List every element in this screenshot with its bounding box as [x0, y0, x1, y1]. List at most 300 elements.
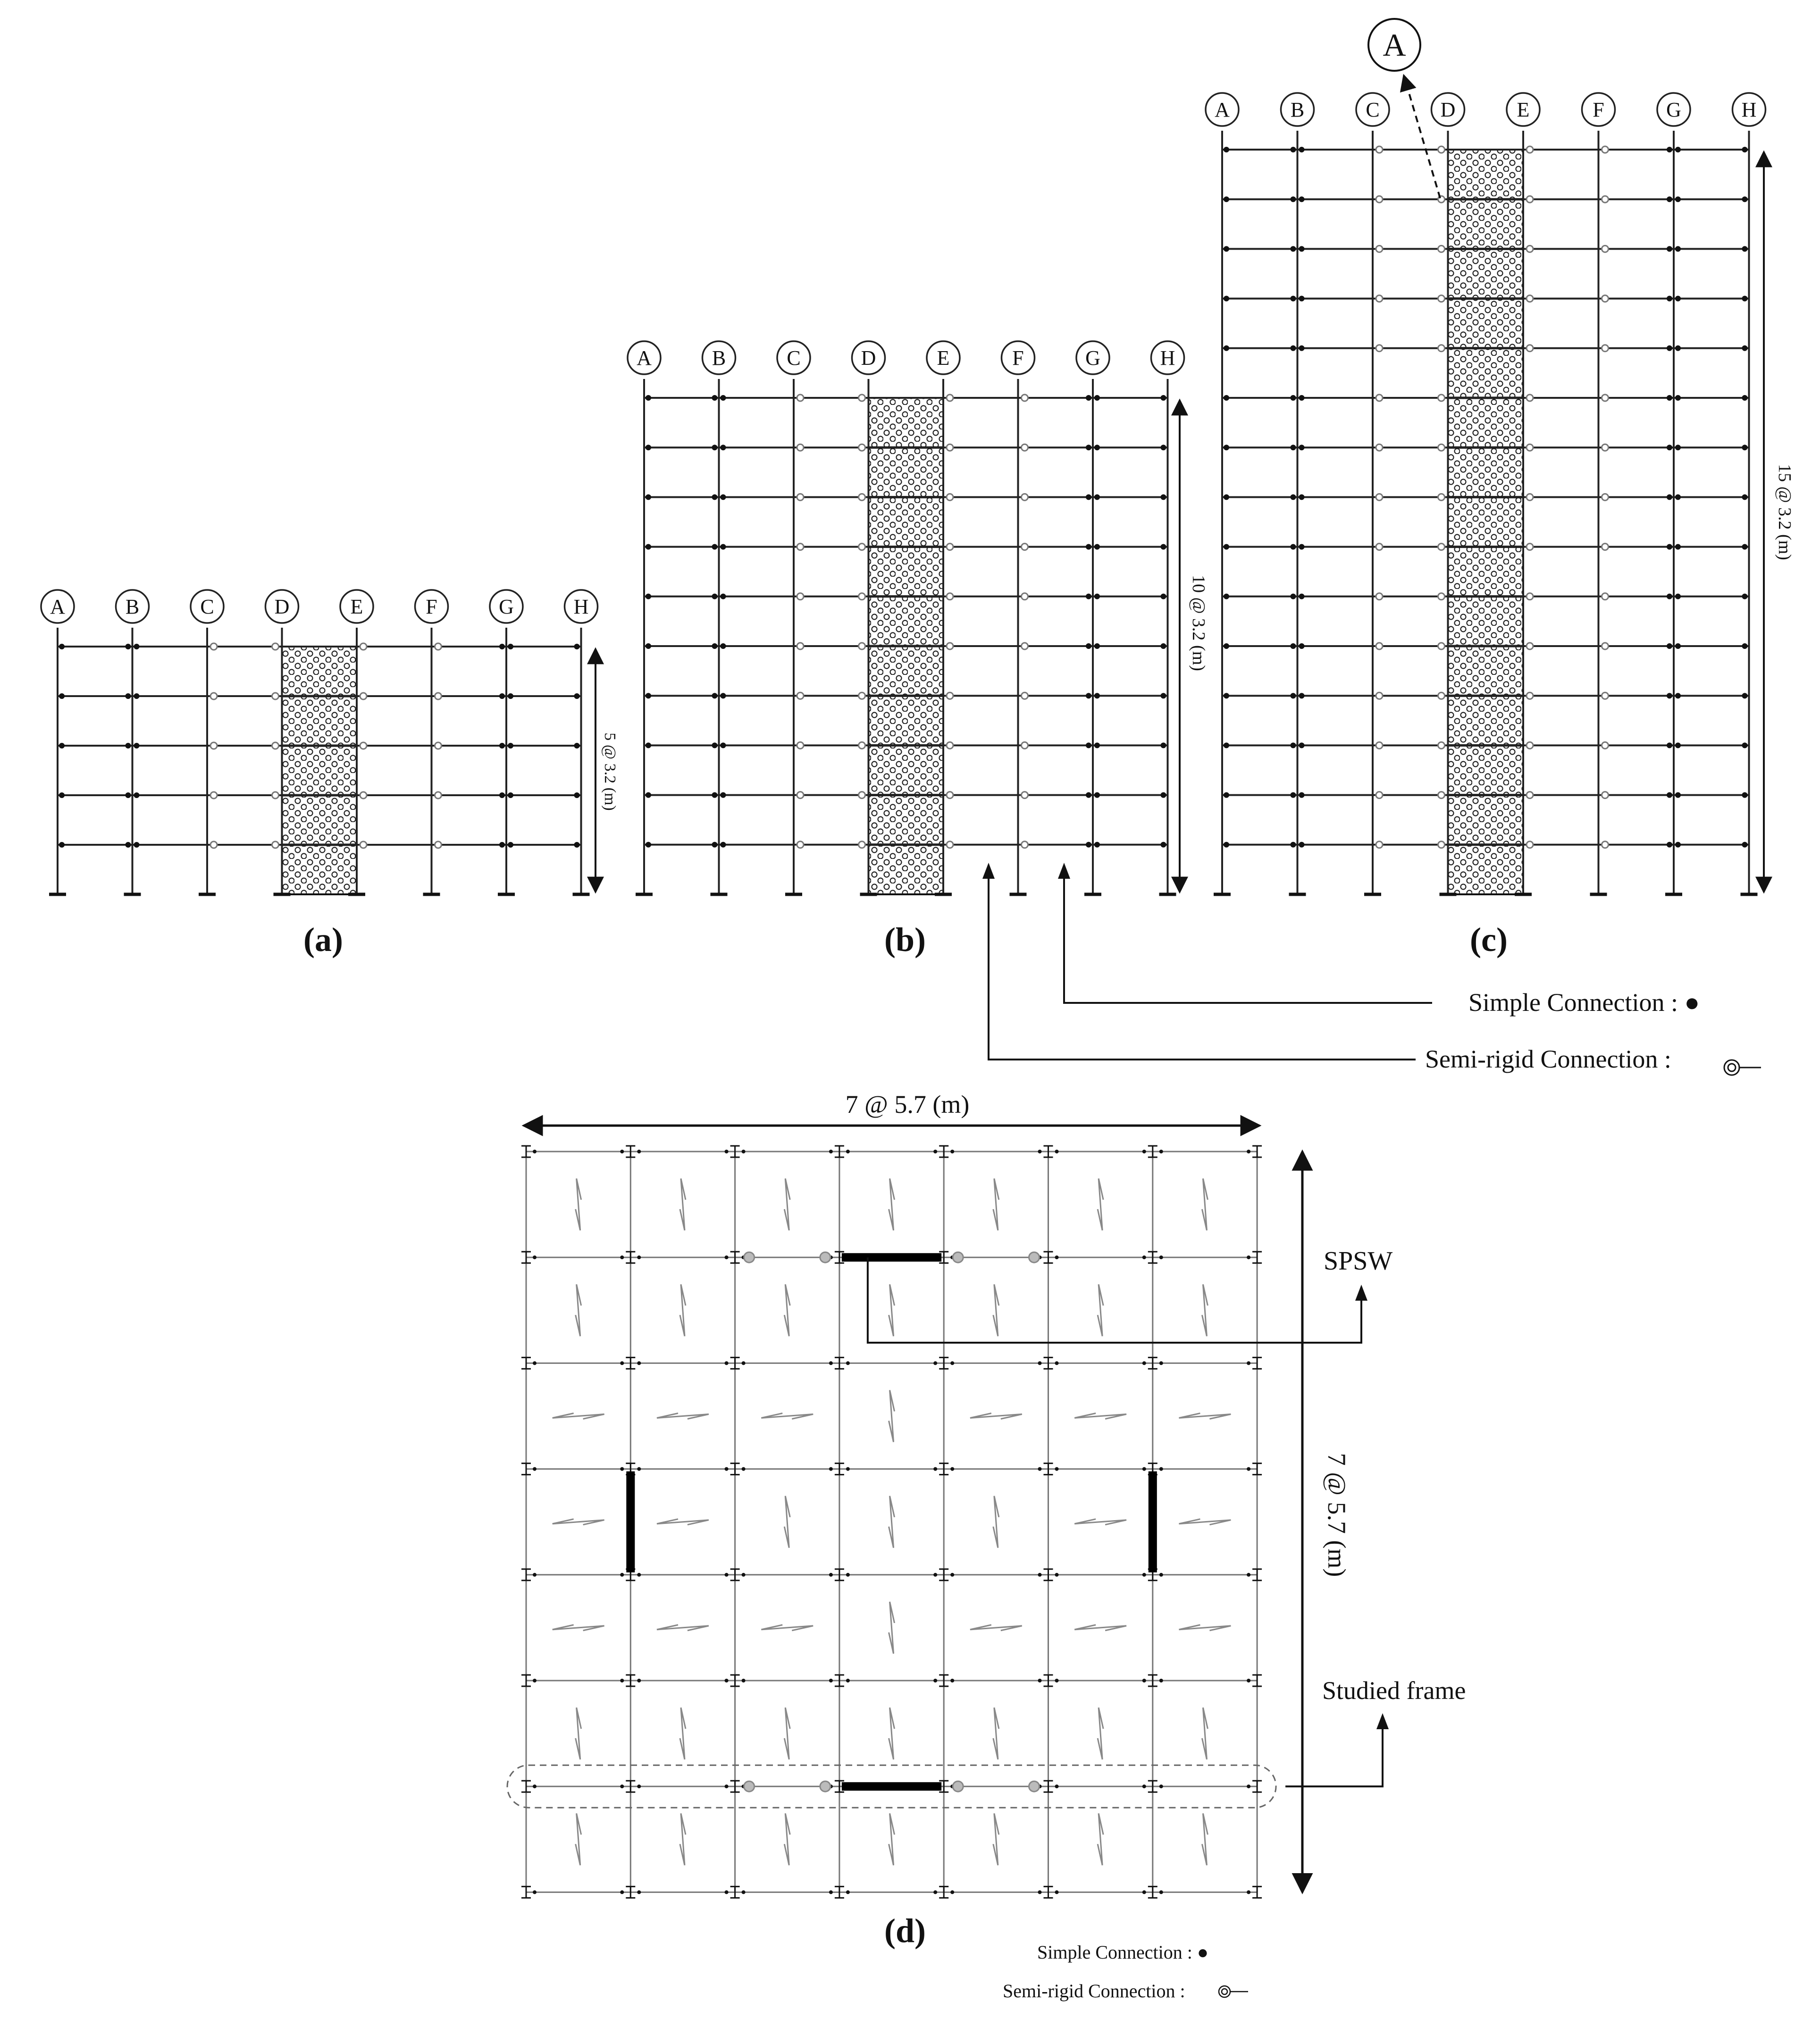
simple-connection: [1667, 544, 1672, 550]
semi-rigid-connection: [1376, 792, 1383, 799]
simple-connection: [1291, 494, 1296, 500]
simple-connection: [508, 644, 513, 649]
plan-semi-rigid-connection: [953, 1781, 963, 1791]
simple-connection: [1675, 147, 1681, 152]
semi-rigid-connection: [1526, 544, 1533, 550]
plan-simple-connection: [950, 1361, 954, 1365]
simple-connection: [1094, 494, 1100, 500]
simple-connection: [499, 644, 505, 649]
plan-simple-connection: [1142, 1784, 1146, 1788]
grid-axis-label: D: [1440, 98, 1456, 121]
simple-connection: [721, 842, 726, 848]
plan-simple-connection: [533, 1150, 537, 1153]
semi-rigid-connection: [1376, 692, 1383, 699]
simple-connection: [1086, 643, 1091, 649]
simple-connection: [1224, 445, 1229, 450]
plan-simple-connection: [533, 1784, 537, 1788]
simple-connection: [1224, 147, 1229, 152]
plan-simple-connection: [725, 1150, 729, 1153]
simple-connection: [646, 594, 651, 599]
simple-connection: [1667, 643, 1672, 649]
simple-connection: [712, 594, 718, 599]
simple-connection: [508, 743, 513, 749]
grid-axis-label: F: [426, 595, 437, 618]
semi-rigid-connection: [947, 792, 953, 799]
slab-span-direction-icon: [1179, 1519, 1231, 1525]
plan-simple-connection: [933, 1361, 937, 1365]
plan-simple-connection: [1247, 1784, 1250, 1788]
plan-simple-connection: [1055, 1573, 1059, 1577]
plan-simple-connection: [846, 1150, 850, 1153]
frame-height-label-c: 15 @ 3.2 (m): [1775, 464, 1795, 560]
grid-axis-label: B: [1290, 98, 1305, 121]
simple-connection: [721, 395, 726, 401]
grid-axis-label: E: [350, 595, 363, 618]
frame-caption-a: (a): [303, 921, 343, 959]
plan-simple-connection: [933, 1150, 937, 1153]
plan-simple-connection: [1142, 1890, 1146, 1894]
plan-simple-connection: [846, 1573, 850, 1577]
slab-span-direction-icon: [1074, 1625, 1126, 1631]
simple-connection: [721, 494, 726, 500]
plan-simple-connection: [742, 1890, 746, 1894]
simple-connection: [1742, 544, 1748, 550]
semi-rigid-connection: [272, 792, 279, 799]
semi-rigid-connection: [947, 593, 953, 600]
semi-rigid-connection: [1526, 494, 1533, 500]
simple-connection: [1667, 296, 1672, 302]
simple-connection: [574, 644, 580, 649]
simple-connection: [646, 494, 651, 500]
simple-connection: [1291, 594, 1296, 599]
simple-connection: [1667, 842, 1672, 848]
plan-simple-connection: [1055, 1890, 1059, 1894]
semi-rigid-connection: [1438, 643, 1445, 649]
simple-connection: [1667, 494, 1672, 500]
semi-rigid-connection: [1526, 146, 1533, 153]
slab-span-direction-icon: [1098, 1284, 1103, 1336]
slab-span-direction-icon: [576, 1178, 581, 1230]
semi-rigid-connection: [1438, 245, 1445, 252]
simple-connection: [59, 842, 65, 848]
simple-connection: [1675, 693, 1681, 698]
simple-connection: [1675, 296, 1681, 302]
simple-connection: [1299, 345, 1305, 351]
simple-connection: [134, 792, 140, 798]
plan-semi-rigid-connection: [953, 1252, 963, 1262]
plan-simple-connection: [950, 1890, 954, 1894]
simple-connection: [712, 643, 718, 649]
simple-connection: [1161, 445, 1166, 450]
semi-rigid-connection: [947, 395, 953, 401]
simple-connection: [1742, 147, 1748, 152]
slab-span-direction-icon: [761, 1413, 813, 1419]
plan-simple-connection: [1055, 1784, 1059, 1788]
simple-connection: [1224, 544, 1229, 550]
semi-rigid-connection: [435, 693, 442, 699]
semi-rigid-connection: [1438, 841, 1445, 848]
frame-10-story: [628, 341, 1184, 894]
slab-span-direction-icon: [576, 1284, 581, 1336]
legend-bottom-semi-rigid-connection: Semi-rigid Connection :: [1003, 1980, 1185, 2002]
simple-connection: [1291, 147, 1296, 152]
simple-connection: [1161, 792, 1166, 798]
simple-connection: [712, 842, 718, 848]
simple-connection: [1224, 842, 1229, 848]
simple-connection: [1675, 842, 1681, 848]
simple-connection: [1224, 246, 1229, 252]
plan-simple-connection: [933, 1890, 937, 1894]
semi-rigid-connection: [1022, 444, 1028, 451]
simple-connection: [1299, 594, 1305, 599]
semi-rigid-connection: [272, 742, 279, 749]
slab-span-direction-icon: [1179, 1625, 1231, 1631]
frame-caption-b: (b): [884, 921, 926, 959]
plan-simple-connection: [846, 1890, 850, 1894]
simple-connection: [1224, 643, 1229, 649]
slab-span-direction-icon: [657, 1519, 709, 1525]
grid-axis-label: B: [712, 346, 726, 370]
simple-connection: [1086, 693, 1091, 698]
simple-connection: [134, 693, 140, 699]
simple-connection: [1675, 494, 1681, 500]
plan-simple-connection: [1038, 1467, 1042, 1471]
grid-axis-label: H: [573, 595, 589, 618]
plan-simple-connection: [846, 1679, 850, 1682]
semi-rigid-connection: [797, 593, 804, 600]
plan-simple-connection: [1038, 1679, 1042, 1682]
semi-rigid-connection: [272, 693, 279, 699]
plan-simple-connection: [1055, 1361, 1059, 1365]
semi-rigid-connection: [1376, 742, 1383, 749]
plan-simple-connection: [620, 1150, 624, 1153]
plan-simple-connection: [637, 1255, 641, 1259]
simple-connection: [1299, 792, 1305, 798]
semi-rigid-connection: [1376, 196, 1383, 202]
semi-rigid-connection: [1438, 444, 1445, 451]
semi-rigid-connection: [360, 841, 367, 848]
simple-connection: [1086, 742, 1091, 748]
simple-connection: [1291, 643, 1296, 649]
plan-simple-connection: [637, 1784, 641, 1788]
semi-rigid-connection: [1602, 593, 1609, 600]
simple-connection: [646, 792, 651, 798]
simple-connection: [712, 693, 718, 698]
semi-rigid-connection: [1376, 295, 1383, 302]
slab-span-direction-icon: [784, 1707, 790, 1759]
plan-simple-connection: [725, 1255, 729, 1259]
plan-simple-connection: [846, 1361, 850, 1365]
plan-simple-connection: [725, 1467, 729, 1471]
simple-connection: [1161, 395, 1166, 401]
simple-connection: [1224, 395, 1229, 401]
frame-height-label-a: 5 @ 3.2 (m): [601, 732, 619, 811]
simple-connection: [59, 743, 65, 749]
semi-rigid-connection: [1022, 395, 1028, 401]
slab-span-direction-icon: [680, 1707, 686, 1759]
simple-connection: [1299, 742, 1305, 748]
simple-connection: [1291, 196, 1296, 202]
simple-connection: [1224, 345, 1229, 351]
slab-span-direction-icon: [993, 1178, 999, 1230]
plan-simple-connection: [533, 1255, 537, 1259]
semi-rigid-connection: [1602, 643, 1609, 649]
legend-simple-connection: Simple Connection : ●: [1468, 988, 1700, 1017]
semi-rigid-connection: [360, 643, 367, 650]
plan-simple-connection: [620, 1890, 624, 1894]
semi-rigid-connection: [1376, 643, 1383, 649]
simple-connection: [721, 693, 726, 698]
slab-span-direction-icon: [889, 1390, 895, 1442]
simple-connection: [1299, 494, 1305, 500]
simple-connection: [1667, 196, 1672, 202]
plan-simple-connection: [1247, 1890, 1250, 1894]
plan-simple-connection: [637, 1679, 641, 1682]
semi-rigid-connection: [797, 841, 804, 848]
plan-simple-connection: [620, 1361, 624, 1365]
simple-connection: [134, 743, 140, 749]
slab-span-direction-icon: [553, 1413, 604, 1419]
legend-bottom-simple-connection: Simple Connection : ●: [1037, 1942, 1209, 1963]
semi-rigid-connection: [1526, 345, 1533, 352]
semi-rigid-connection: [1376, 146, 1383, 153]
simple-connection: [134, 644, 140, 649]
studied-frame-label: Studied frame: [1322, 1676, 1466, 1705]
slab-span-direction-icon: [784, 1813, 790, 1865]
grid-axis-label: C: [787, 346, 801, 370]
semi-rigid-connection: [859, 444, 865, 451]
simple-connection: [1086, 594, 1091, 599]
semi-rigid-connection: [1526, 792, 1533, 799]
semi-rigid-symbol-icon: [1724, 1060, 1761, 1075]
semi-rigid-connection: [210, 792, 217, 799]
slab-span-direction-icon: [784, 1178, 790, 1230]
plan-simple-connection: [620, 1255, 624, 1259]
simple-connection: [1161, 693, 1166, 698]
simple-connection: [1094, 594, 1100, 599]
simple-connection: [1086, 544, 1091, 550]
simple-connection: [1675, 395, 1681, 401]
simple-connection: [1094, 693, 1100, 698]
simple-connection: [1161, 742, 1166, 748]
grid-axis-label: C: [200, 595, 214, 618]
simple-connection: [1742, 196, 1748, 202]
simple-connection: [1667, 395, 1672, 401]
simple-connection: [1299, 693, 1305, 698]
semi-rigid-connection: [947, 841, 953, 848]
grid-axis-label: E: [937, 346, 950, 370]
semi-rigid-connection: [1022, 841, 1028, 848]
plan-simple-connection: [1055, 1150, 1059, 1153]
simple-connection: [1742, 445, 1748, 450]
plan-semi-rigid-connection: [744, 1252, 755, 1262]
simple-connection: [1742, 296, 1748, 302]
simple-connection: [1299, 842, 1305, 848]
simple-connection: [1742, 842, 1748, 848]
simple-connection: [1667, 445, 1672, 450]
plan-simple-connection: [1159, 1784, 1163, 1788]
semi-rigid-connection: [1438, 792, 1445, 799]
grid-axis-label: A: [1215, 98, 1230, 121]
semi-rigid-connection: [1602, 245, 1609, 252]
plan-simple-connection: [829, 1573, 833, 1577]
semi-rigid-connection: [1602, 146, 1609, 153]
semi-rigid-connection: [797, 544, 804, 550]
simple-connection: [646, 643, 651, 649]
simple-connection: [1742, 395, 1748, 401]
simple-connection: [574, 693, 580, 699]
semi-rigid-connection: [210, 643, 217, 650]
studied-frame-leader-arrowhead: [1376, 1713, 1389, 1729]
semi-rigid-connection: [797, 643, 804, 649]
plan-simple-connection: [1159, 1361, 1163, 1365]
simple-connection: [1299, 445, 1305, 450]
semi-rigid-connection: [1022, 643, 1028, 649]
semi-rigid-connection: [947, 742, 953, 749]
simple-connection: [721, 792, 726, 798]
semi-rigid-connection: [1022, 742, 1028, 749]
simple-connection: [712, 544, 718, 550]
simple-connection: [59, 693, 65, 699]
simple-connection: [59, 644, 65, 649]
plan-simple-connection: [1159, 1573, 1163, 1577]
plan-simple-connection: [637, 1361, 641, 1365]
simple-connection: [721, 594, 726, 599]
plan-simple-connection: [829, 1890, 833, 1894]
plan-simple-connection: [829, 1679, 833, 1682]
simple-connection: [1299, 395, 1305, 401]
plan-simple-connection: [620, 1573, 624, 1577]
plan-simple-connection: [725, 1679, 729, 1682]
simple-connection: [499, 693, 505, 699]
simple-connection: [1675, 792, 1681, 798]
plan-semi-rigid-connection: [744, 1781, 755, 1791]
semi-rigid-connection: [1438, 544, 1445, 550]
semi-rigid-connection: [859, 841, 865, 848]
simple-connection: [1675, 445, 1681, 450]
simple-connection: [1291, 842, 1296, 848]
semi-rigid-symbol-icon-bottom: [1219, 1986, 1248, 1997]
simple-connection: [1291, 792, 1296, 798]
simple-connection: [1094, 395, 1100, 401]
simple-connection: [1299, 643, 1305, 649]
plan-simple-connection: [1247, 1573, 1250, 1577]
semi-rigid-connection: [1526, 692, 1533, 699]
plan-simple-connection: [829, 1361, 833, 1365]
semi-rigid-connection: [1438, 593, 1445, 600]
plan-simple-connection: [533, 1467, 537, 1471]
simple-connection: [1675, 196, 1681, 202]
grid-axis-label: D: [861, 346, 876, 370]
simple-connection: [712, 792, 718, 798]
plan-simple-connection: [1142, 1573, 1146, 1577]
simple-connection: [646, 445, 651, 450]
simple-connection: [1094, 544, 1100, 550]
plan-simple-connection: [620, 1679, 624, 1682]
simple-connection: [721, 742, 726, 748]
spsw-panel: [282, 647, 357, 894]
simple-connection: [1742, 494, 1748, 500]
plan-simple-connection: [1055, 1467, 1059, 1471]
frame-caption-c: (c): [1470, 921, 1508, 959]
slab-span-direction-icon: [1202, 1707, 1208, 1759]
plan-simple-connection: [637, 1150, 641, 1153]
semi-rigid-connection: [797, 792, 804, 799]
simple-connection: [1667, 147, 1672, 152]
semi-rigid-connection: [1526, 245, 1533, 252]
simple-connection: [1667, 742, 1672, 748]
semi-rigid-connection: [1526, 841, 1533, 848]
simple-connection: [1675, 742, 1681, 748]
simple-connection: [721, 544, 726, 550]
semi-rigid-connection: [1438, 295, 1445, 302]
simple-connection: [1086, 395, 1091, 401]
plan-semi-rigid-connection: [1029, 1781, 1040, 1791]
spsw-panel: [1448, 150, 1524, 894]
plan-simple-connection: [1038, 1890, 1042, 1894]
simple-connection: [1667, 693, 1672, 698]
simple-connection: [1299, 246, 1305, 252]
semi-rigid-connection: [1376, 345, 1383, 352]
simple-connection: [646, 742, 651, 748]
simple-connection: [1299, 296, 1305, 302]
plan-simple-connection: [846, 1467, 850, 1471]
semi-rigid-connection: [1376, 444, 1383, 451]
simple-connection: [1161, 842, 1166, 848]
semi-rigid-connection: [947, 692, 953, 699]
plan-simple-connection: [1142, 1361, 1146, 1365]
plan-simple-connection: [533, 1890, 537, 1894]
simple-connection: [1667, 594, 1672, 599]
slab-span-direction-icon: [970, 1413, 1022, 1419]
semi-rigid-connection: [435, 742, 442, 749]
slab-span-direction-icon: [680, 1813, 686, 1865]
semi-rigid-connection: [947, 544, 953, 550]
semi-rigid-connection: [947, 494, 953, 500]
simple-connection: [1161, 594, 1166, 599]
plan-simple-connection: [637, 1573, 641, 1577]
plan-simple-connection: [933, 1573, 937, 1577]
plan-simple-connection: [1247, 1255, 1250, 1259]
slab-span-direction-icon: [553, 1625, 604, 1631]
simple-connection: [508, 792, 513, 798]
slab-span-direction-icon: [970, 1625, 1022, 1631]
slab-span-direction-icon: [889, 1178, 895, 1230]
semi-rigid-connection: [797, 742, 804, 749]
plan-height-label: 7 @ 5.7 (m): [1323, 1453, 1351, 1577]
semi-rigid-connection: [1376, 494, 1383, 500]
semi-rigid-connection: [859, 395, 865, 401]
slab-span-direction-icon: [889, 1602, 895, 1654]
semi-rigid-connection: [1602, 196, 1609, 202]
slab-span-direction-icon: [1098, 1178, 1103, 1230]
slab-span-direction-icon: [657, 1413, 709, 1419]
slab-span-direction-icon: [889, 1496, 895, 1548]
semi-rigid-connection: [1438, 494, 1445, 500]
semi-rigid-connection: [1022, 593, 1028, 600]
slab-span-direction-icon: [889, 1284, 895, 1336]
frame-height-label-b: 10 @ 3.2 (m): [1189, 575, 1208, 671]
semi-rigid-connection: [947, 444, 953, 451]
grid-axis-label: H: [1160, 346, 1175, 370]
simple-connection: [126, 644, 131, 649]
simple-connection: [574, 743, 580, 749]
semi-rigid-connection: [797, 494, 804, 500]
simple-connection: [1675, 544, 1681, 550]
semi-rigid-connection: [1376, 395, 1383, 401]
slab-span-direction-icon: [993, 1284, 999, 1336]
simple-connection: [499, 842, 505, 848]
